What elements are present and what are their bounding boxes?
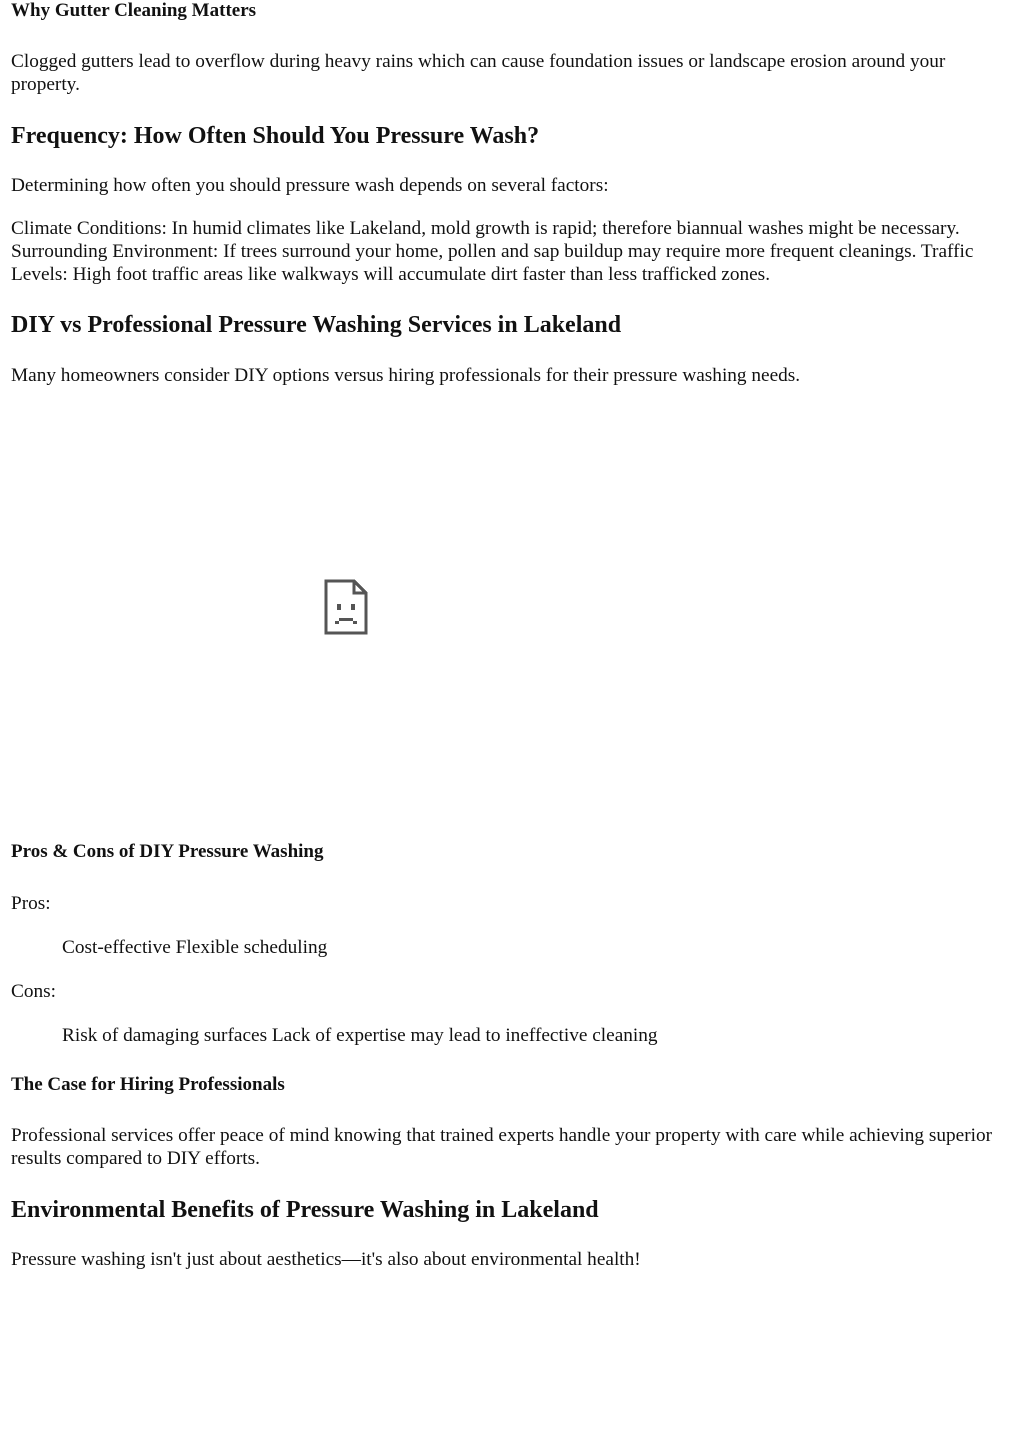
environmental-paragraph: Pressure washing isn't just about aesthetics—it's also about environmental health!	[11, 1249, 641, 1270]
cons-label: Cons:	[11, 981, 57, 1002]
hiring-heading: The Case for Hiring Professionals	[11, 1074, 285, 1095]
cons-list: Risk of damaging surfaces Lack of expertise may lead to ineffective cleaning	[62, 1025, 658, 1046]
broken-image-icon	[323, 578, 369, 636]
frequency-heading: Frequency: How Often Should You Pressure Wash?	[11, 123, 540, 149]
gutter-paragraph: Clogged gutters lead to overflow during heavy rains which can cause foundation issues or landscape erosion around your property.	[11, 51, 946, 95]
diy-intro-paragraph: Many homeowners consider DIY options versus hiring professionals for their pressure washing needs.	[11, 365, 801, 386]
frequency-intro-paragraph: Determining how often you should pressure wash depends on several factors:	[11, 175, 609, 196]
pros-label: Pros:	[11, 893, 51, 914]
diy-heading: DIY vs Professional Pressure Washing Services in Lakeland	[11, 312, 622, 338]
frequency-factors-paragraph: Climate Conditions: In humid climates like Lakeland, mold growth is rapid; therefore biannual washes might be necessary. Surrounding Environment: If trees surround your home, pollen and sap buildup may require more frequent cleanings. Traffic Levels: High foot traffic areas like walkways will accumulate dirt faster than less trafficked zones.	[11, 218, 974, 285]
proscons-heading: Pros & Cons of DIY Pressure Washing	[11, 841, 324, 862]
gutter-heading: Why Gutter Cleaning Matters	[11, 0, 257, 21]
environmental-heading: Environmental Benefits of Pressure Washing in Lakeland	[11, 1197, 599, 1223]
pros-list: Cost-effective Flexible scheduling	[62, 937, 328, 958]
hiring-paragraph: Professional services offer peace of mind knowing that trained experts handle your property with care while achieving superior results compared to DIY efforts.	[11, 1125, 993, 1169]
